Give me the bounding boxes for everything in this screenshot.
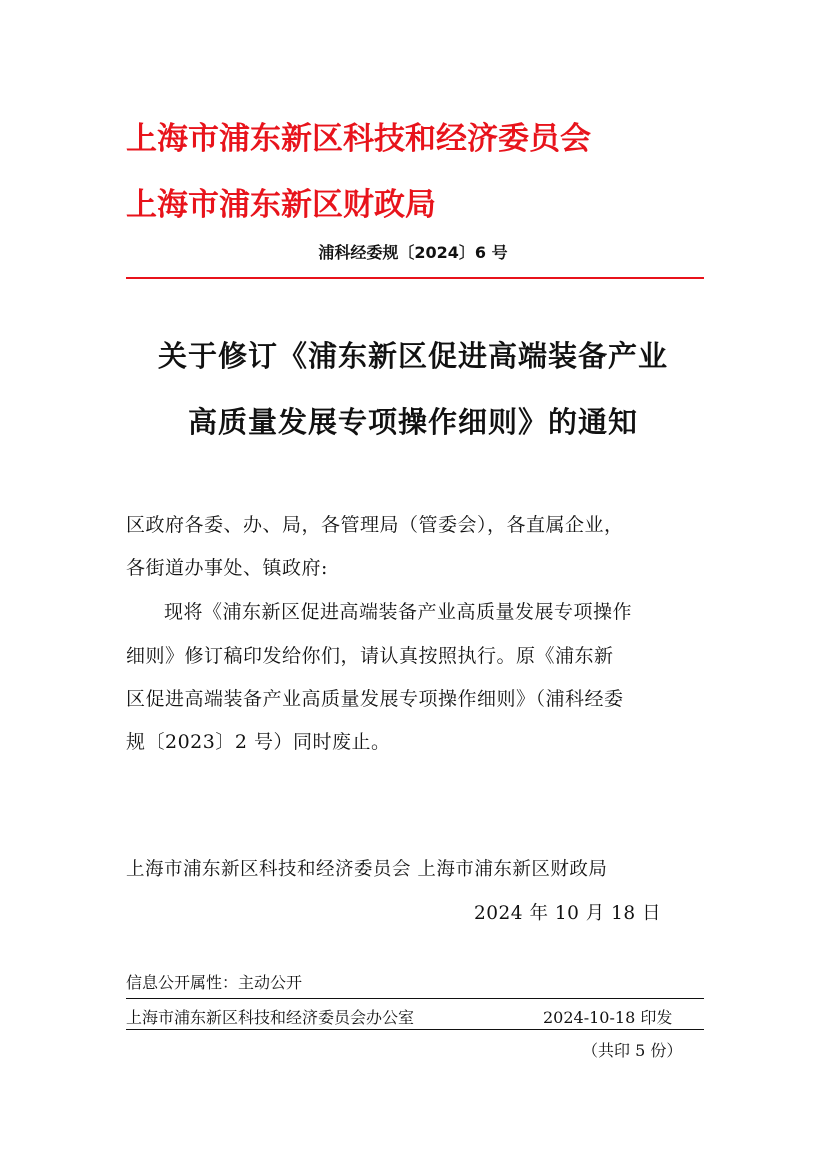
red-divider — [126, 277, 704, 279]
footer-rule-bottom — [126, 1029, 704, 1030]
footer-rule-top — [126, 998, 704, 999]
issuing-org-2: 上海市浦东新区财政局 — [126, 187, 436, 223]
issuing-office: 上海市浦东新区科技和经济委员会办公室 — [126, 1008, 415, 1027]
signature-orgs: 上海市浦东新区科技和经济委员会 上海市浦东新区财政局 — [126, 859, 608, 880]
issue-date: 2024-10-18 印发 — [543, 1008, 673, 1027]
title-line-2: 高质量发展专项操作细则》的通知 — [187, 405, 638, 439]
title-line-1: 关于修订《浦东新区促进高端装备产业 — [157, 339, 668, 373]
document-number: 浦科经委规〔2024〕6 号 — [318, 243, 508, 262]
disclosure-attribute: 信息公开属性：主动公开 — [126, 973, 303, 992]
signature-date: 2024 年 10 月 18 日 — [474, 903, 662, 924]
addressee-line-1: 区政府各委、办、局，各管理局（管委会），各直属企业， — [126, 514, 624, 536]
issuing-org-1: 上海市浦东新区科技和经济委员会 — [126, 121, 591, 157]
paragraph-line-4: 规〔2023〕2 号）同时废止。 — [126, 731, 391, 753]
paragraph-line-2: 细则》修订稿印发给你们，请认真按照执行。原《浦东新 — [126, 645, 614, 667]
paragraph-line-3: 区促进高端装备产业高质量发展专项操作细则》（浦科经委 — [126, 688, 624, 710]
copies-count: （共印 5 份） — [582, 1041, 683, 1060]
addressee-line-2: 各街道办事处、镇政府: — [126, 557, 328, 579]
paragraph-line-1: 现将《浦东新区促进高端装备产业高质量发展专项操作 — [164, 601, 633, 623]
